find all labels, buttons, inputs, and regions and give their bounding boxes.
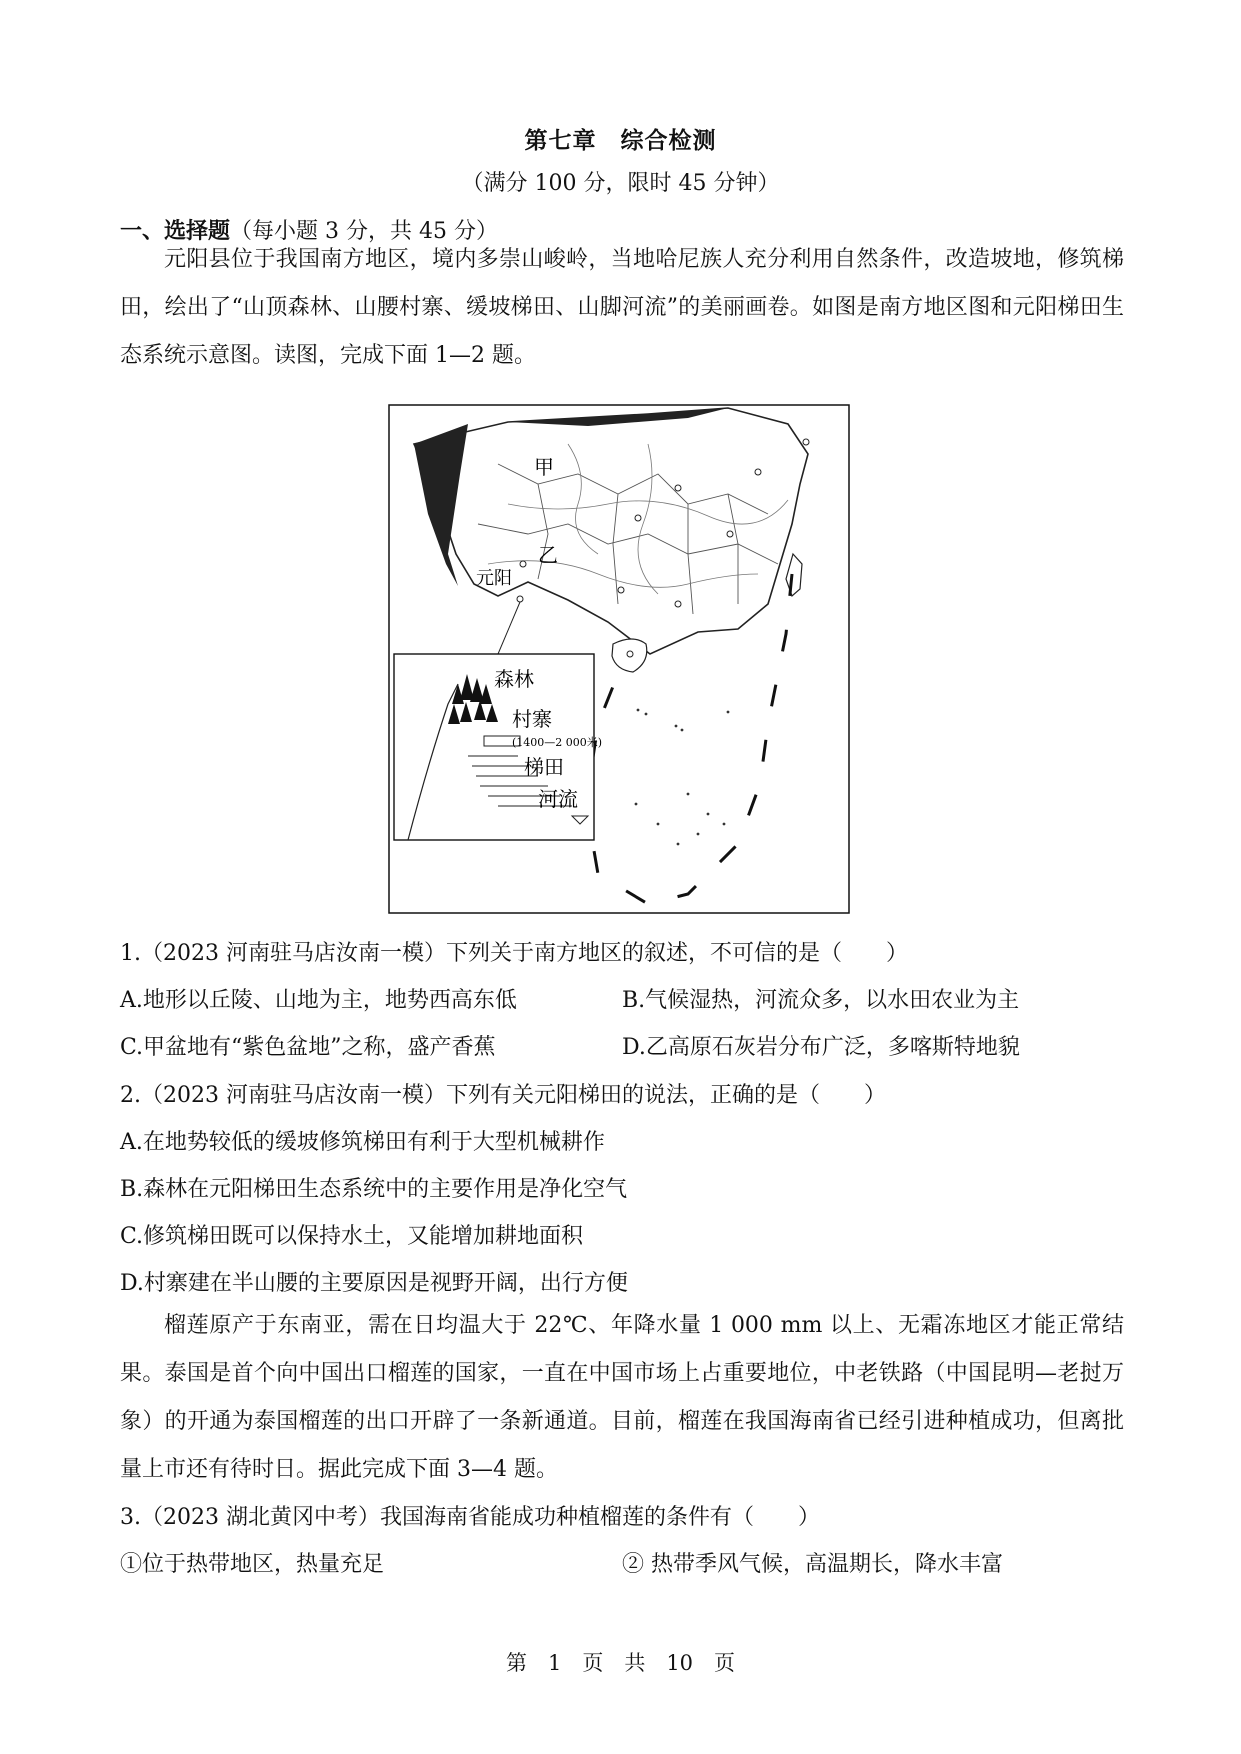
label-river: 河流	[538, 787, 578, 811]
page-title: 第七章 综合检测	[524, 127, 717, 154]
section-title: 一、选择题	[120, 218, 231, 244]
label-yuanyang: 元阳	[476, 568, 512, 589]
city-marker	[675, 601, 681, 607]
section-note: （每小题 3 分，共 45 分）	[230, 219, 498, 244]
label-forest: 森林	[494, 667, 534, 691]
q1-option-b: B.气候湿热，河流众多，以水田农业为主	[622, 988, 1020, 1013]
city-marker	[618, 587, 624, 593]
q3-stem: 3.（2023 湖北黄冈中考）我国海南省能成功种植榴莲的条件有（ ）	[120, 1505, 820, 1530]
q2-option-c: C.修筑梯田既可以保持水土，又能增加耕地面积	[120, 1224, 584, 1249]
city-marker	[727, 531, 733, 537]
q1-option-d: D.乙高原石灰岩分布广泛，多喀斯特地貌	[622, 1035, 1020, 1060]
q2-option-b: B.森林在元阳梯田生态系统中的主要作用是净化空气	[120, 1177, 628, 1202]
yuanyang-marker	[517, 596, 523, 602]
label-village: 村寨	[512, 707, 552, 731]
q2-stem: 2.（2023 河南驻马店汝南一模）下列有关元阳梯田的说法，正确的是（ ）	[120, 1083, 886, 1108]
label-jia: 甲	[534, 455, 554, 479]
city-marker	[755, 469, 761, 475]
passage-durian: 榴莲原产于东南亚，需在日均温大于 22℃、年降水量 1 000 mm 以上、无霜冻地区才能正常结果。泰国是首个向中国出口榴莲的国家，一直在中国市场上占重要地位，中老铁路（中国昆明—老挝万象）的开通为泰国榴莲的出口开辟了一条新通道。目前，榴莲在我国海南省已经引进种植成功，但离批量上市还有待时日。据此完成下面 3—4 题。	[120, 1313, 1124, 1482]
q1-option-c: C.甲盆地有“紫色盆地”之称，盛产香蕉	[120, 1035, 496, 1060]
q2-option-d: D.村寨建在半山腰的主要原因是视野开阔，出行方便	[120, 1271, 628, 1296]
city-marker	[627, 651, 633, 657]
label-altitude: (1400—2 000米)	[512, 736, 603, 749]
city-marker	[520, 561, 526, 567]
page-footer: 第 1 页 共 10 页	[505, 1651, 736, 1675]
city-marker	[675, 485, 681, 491]
page-subtitle: （满分 100 分，限时 45 分钟）	[461, 171, 780, 196]
label-terrace: 梯田	[524, 755, 564, 779]
passage-yuanyang: 元阳县位于我国南方地区，境内多崇山峻岭，当地哈尼族人充分利用自然条件，改造坡地，修筑梯田，绘出了“山顶森林、山腰村寨、缓坡梯田、山脚河流”的美丽画卷。如图是南方地区图和元阳梯田生态系统示意图。读图，完成下面 1—2 题。	[120, 247, 1124, 368]
q3-choice-2: ② 热带季风气候，高温期长，降水丰富	[622, 1552, 1003, 1577]
q1-option-a: A.地形以丘陵、山地为主，地势西高东低	[120, 988, 517, 1013]
label-yi: 乙	[538, 543, 558, 567]
city-marker	[803, 439, 809, 445]
q2-option-a: A.在地势较低的缓坡修筑梯田有利于大型机械耕作	[120, 1130, 605, 1155]
city-marker	[635, 515, 641, 521]
q3-choice-1: ①位于热带地区，热量充足	[120, 1552, 385, 1577]
q1-stem: 1.（2023 河南驻马店汝南一模）下列关于南方地区的叙述，不可信的是（ ）	[120, 941, 908, 966]
south-china-map-figure	[388, 404, 850, 914]
